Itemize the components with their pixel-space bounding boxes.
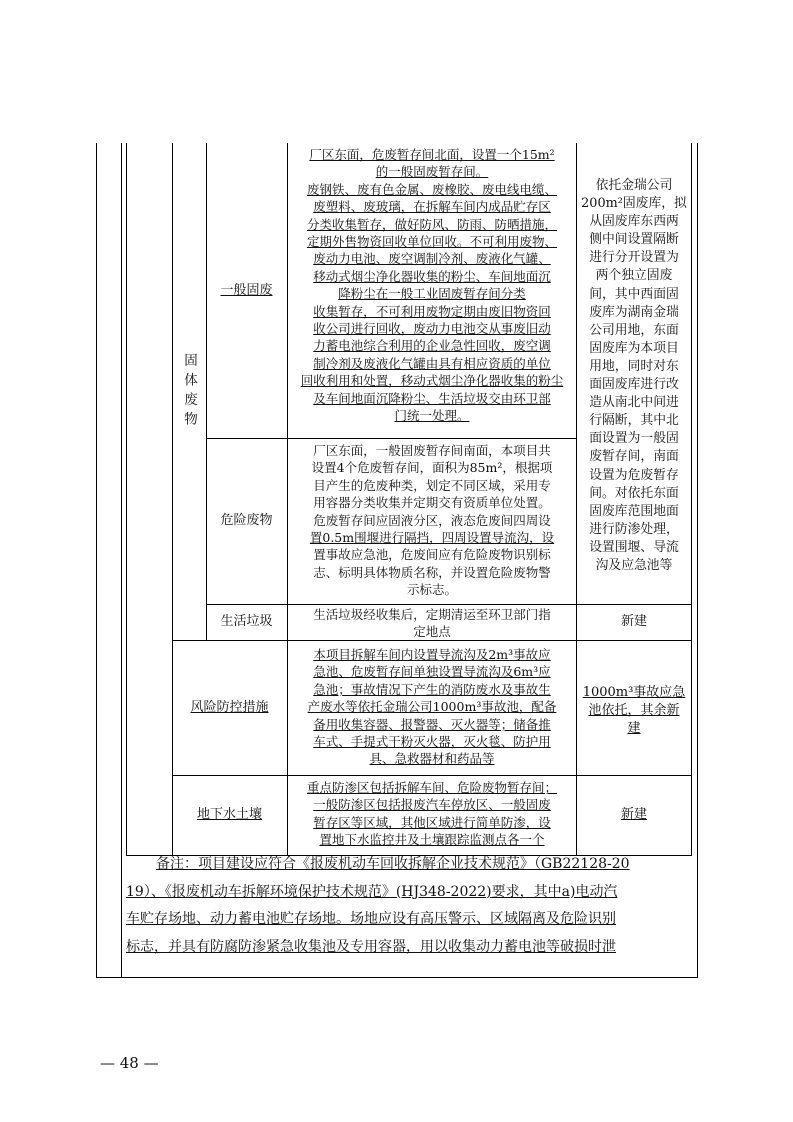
measure-line: 备用收集容器、报警器、灭火器等；储备推	[313, 716, 551, 732]
measure-line: 示标志。	[406, 582, 457, 598]
inner-left-line-1	[121, 143, 122, 978]
measure-line: 定期外售物资回收单位回收。不可利用废物、	[306, 234, 557, 250]
sub-general-solid-waste: 一般固废	[220, 282, 273, 298]
note-line: 标志，并具有防腐防渗紧急收集池及专用容器，用以收集动力蓄电池等破损时泄	[126, 938, 616, 955]
measure-line: 危废暂存间应固液分区，液态危废间四周设	[313, 512, 551, 528]
measure-line: 急池、危废暂存间单独设置导流沟及6m³应	[313, 664, 551, 680]
remark-line: 面固废库进行改	[589, 377, 679, 393]
measure-line: 厂区东面，一般固废暂存间南面，本项目共	[313, 443, 551, 458]
measure-line: 定地点	[413, 624, 451, 640]
measure-line: 生活垃圾经收集后，定期清运至环卫部门指	[313, 607, 551, 622]
remark-line: 废库为湖南金瑞	[589, 304, 679, 320]
remark-line: 进行分开设置为	[589, 250, 679, 266]
measure-line: 的一般固废暂存间。	[375, 164, 489, 180]
remark-line: 公司用地，东面	[589, 322, 679, 338]
remark-line: 1000m³事故应急	[582, 685, 686, 700]
domestic-garbage-remark: 新建	[620, 614, 647, 629]
general-waste-measures	[290, 146, 574, 425]
category-solid-waste: 固体废物	[181, 352, 197, 431]
groundwater-soil-remark: 新建	[620, 807, 647, 822]
measure-line: 暂存区等区域，其他区域进行简单防渗，设	[313, 814, 551, 830]
remark-line: 设置围堰、导流	[589, 539, 679, 555]
page-number: — 48 —	[100, 1054, 159, 1072]
inner-left-line-2	[126, 143, 127, 855]
measure-line: 车式、手提式干粉灭火器，灭火毯、防护用	[313, 734, 551, 750]
groundwater-soil-measures	[290, 779, 574, 849]
measure-line: 一般防渗区包括报废汽车停放区、一般固废	[313, 797, 551, 813]
remark-right-line	[691, 143, 692, 855]
remark-line: 固废库为本项目	[589, 340, 679, 356]
measure-line: 门统一处理。	[394, 408, 470, 424]
measure-line: 移动式烟尘净化器收集的粉尘、车间地面沉	[313, 268, 551, 284]
remark-line: 固废库范围地面	[589, 503, 679, 519]
remark-line: 间。对依托东面	[589, 485, 679, 501]
measure-line: 力蓄电池综合利用的企业急性回收，废空调	[313, 338, 551, 354]
frame-right-line	[697, 143, 698, 978]
measure-line: 及车间地面沉降粉尘、生活垃圾交由环卫部	[313, 390, 551, 406]
remark-line: 进行防渗处理，	[589, 521, 679, 537]
risk-control-remark	[578, 684, 690, 738]
hazardous-waste-measures	[290, 442, 574, 599]
remark-line: 间，其中西面固	[589, 286, 679, 302]
measure-line: 厂区东面，危废暂存间北面，设置一个15m²	[309, 147, 555, 162]
measure-line: 收集暂存，不可利用废物定期由废旧物资回	[313, 303, 551, 319]
measure-line: 废塑料、废玻璃，在拆解车间内成品贮存区	[313, 199, 551, 215]
remark-line: 依托金瑞公司	[595, 178, 673, 193]
measure-line: 收公司进行回收，废动力电池交从事废旧动	[313, 321, 551, 337]
measure-line: 志、标明具体物质名称，并设置危险废物警	[313, 564, 551, 580]
measure-line: 置事故应急池，危废间应有危险废物识别标	[313, 547, 551, 563]
note-line: 车贮存场地、动力蓄电池贮存场地。场地应设有高压警示、区域隔离及危险识别	[126, 911, 616, 927]
measure-line: 废钢铁、废有色金属、废橡胶、废电线电缆、	[306, 181, 557, 197]
remark-line: 两个独立固废	[595, 268, 673, 284]
remark-line: 建	[627, 721, 641, 736]
measure-line: 分类收集暂存，做好防风、防雨、防晒措施，	[306, 216, 557, 232]
measure-right-line	[576, 143, 577, 855]
measure-line: 制冷剂及废液化气罐由具有相应资质的单位	[313, 355, 551, 371]
domestic-garbage-measures	[290, 606, 574, 641]
remark-line: 200m²固废库，拟	[581, 196, 687, 212]
solid-waste-remark	[578, 177, 690, 575]
table-note	[126, 851, 692, 961]
remark-line: 造从南北中间进	[589, 395, 679, 411]
note-line: 19）、《报废机动车拆解环境保护技术规范》(HJ348-2022)要求，其中a)电动汽	[126, 883, 618, 900]
note-line: 备注：项目建设应符合《报废机动车回收拆解企业技术规范》（GB22128-20	[156, 856, 630, 872]
remark-line: 用地，同时对东	[589, 358, 679, 374]
sub-risk-control: 风险防控措施	[190, 699, 269, 715]
measure-left-line	[287, 143, 288, 855]
remark-line: 面设置为一般固	[589, 431, 679, 447]
measure-line: 回收利用和处置，移动式烟尘净化器收集的粉尘	[300, 373, 564, 389]
measure-line: 具、急救器材和药品等	[369, 751, 495, 767]
frame-bottom-line	[96, 977, 698, 978]
frame-left-line	[96, 143, 97, 978]
measure-line: 重点防渗区包括拆解车间、危险废物暂存间；	[306, 780, 557, 795]
measure-line: 置地下水监控井及土壤跟踪监测点各一个	[319, 832, 545, 848]
remark-line: 行隔断，其中北	[589, 413, 679, 429]
sub-groundwater-soil: 地下水土壤	[196, 807, 262, 822]
measure-line: 用容器分类收集并定期交有资质单位处置。	[313, 495, 551, 511]
measure-line: 设置4个危废暂存间，面积为85m²，根据项	[311, 460, 553, 476]
remark-line: 侧中间设置隔断	[589, 232, 679, 248]
sub-hazardous-waste: 危险废物	[220, 513, 273, 528]
remark-line: 废暂存间，南面	[589, 449, 679, 465]
measure-line: 置0.5m围堰进行隔挡，四周设置导流沟，设	[309, 530, 555, 546]
risk-control-measures	[290, 646, 574, 768]
remark-line: 设置为危废暂存	[589, 467, 679, 483]
remark-line: 沟及应急池等	[595, 557, 673, 573]
measure-line: 废动力电池、废空调制冷剂、废液化气罐、	[313, 251, 551, 267]
measure-line: 本项目拆解车间内设置导流沟及2m³事故应	[313, 647, 551, 662]
remark-line: 从固废库东西两	[589, 214, 679, 230]
measure-line: 降粉尘在一般工业固废暂存间分类	[338, 286, 526, 302]
remark-line: 池依托，其余新	[588, 703, 680, 718]
measure-line: 急池；事故情况下产生的消防废水及事故生	[313, 681, 551, 697]
measure-line: 产废水等依托金瑞公司1000m³事故池，配备	[307, 699, 557, 715]
measure-line: 目产生的危废种类，划定不同区域，采用专	[313, 477, 551, 493]
sub-domestic-garbage: 生活垃圾	[220, 614, 273, 629]
